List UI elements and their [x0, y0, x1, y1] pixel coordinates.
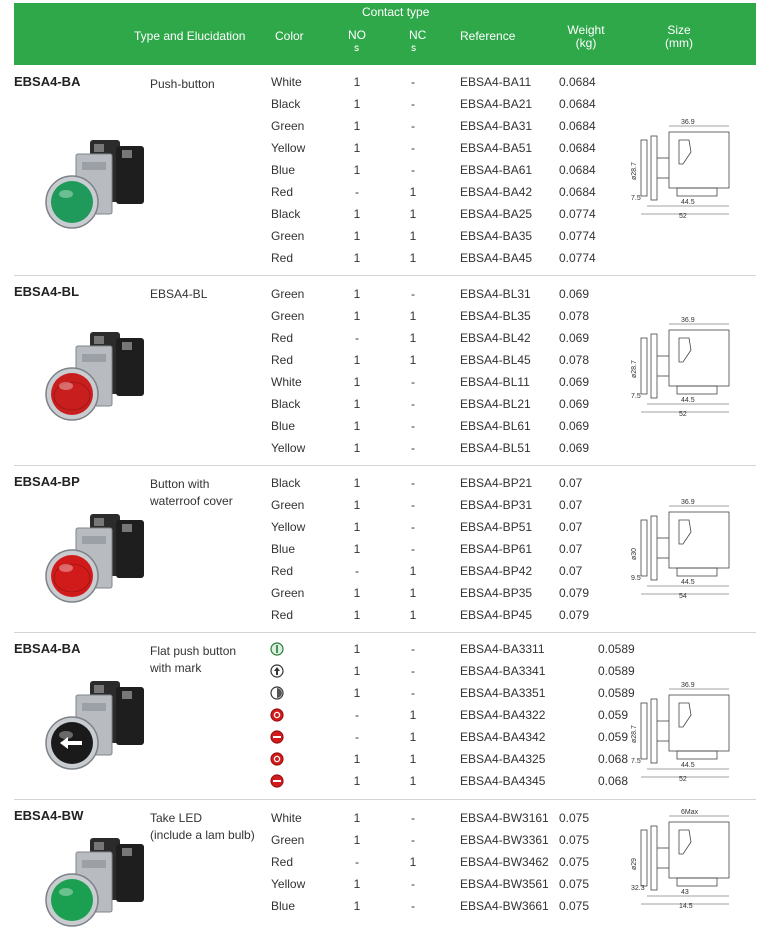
weight-cell: 0.075	[559, 833, 590, 847]
table-row	[14, 517, 756, 539]
reference-cell: EBSA4-BL11	[460, 375, 530, 389]
description-line: Button with	[150, 477, 210, 491]
table-row	[14, 808, 756, 830]
nc-cell: -	[411, 476, 415, 490]
table-row	[14, 473, 756, 495]
description-line: Flat push button	[150, 644, 237, 658]
reference-cell: EBSA4-BP31	[460, 498, 533, 512]
nc-cell: -	[411, 686, 415, 700]
svg-text:7.5: 7.5	[631, 393, 641, 400]
header-weight: Weight	[567, 23, 605, 37]
header-contact-type: Contact type	[362, 5, 430, 19]
color-cell: Red	[271, 608, 294, 622]
weight-cell: 0.069	[559, 331, 590, 345]
svg-text:14.5: 14.5	[679, 903, 693, 908]
color-cell: Yellow	[271, 441, 306, 455]
no-cell: 1	[353, 119, 361, 133]
table-row	[14, 138, 756, 160]
table-row	[14, 874, 756, 896]
reference-cell: EBSA4-BL45	[460, 353, 531, 367]
svg-text:44.5: 44.5	[681, 397, 695, 404]
svg-text:6Max: 6Max	[681, 809, 699, 816]
no-cell: 1	[353, 877, 361, 891]
svg-text:ø28.7: ø28.7	[631, 360, 638, 378]
color-cell: Black	[271, 97, 301, 111]
weight-cell: 0.0774	[559, 251, 596, 265]
section-divider	[14, 632, 756, 633]
no-cell: 1	[353, 686, 361, 700]
header-no: NO	[348, 28, 366, 42]
weight-cell: 0.068	[598, 752, 629, 766]
table-row	[14, 583, 756, 605]
weight-cell: 0.0684	[559, 185, 596, 199]
reference-cell: EBSA4-BP61	[460, 542, 533, 556]
table-row	[14, 72, 756, 94]
nc-cell: 1	[409, 229, 417, 243]
nc-cell: 1	[409, 331, 417, 345]
header-nc: NC	[409, 28, 427, 42]
no-cell: -	[355, 855, 359, 869]
product-code: EBSA4-BW	[14, 808, 84, 823]
weight-cell: 0.059	[598, 730, 629, 744]
nc-symbol-icon: ꜱ	[411, 43, 417, 54]
reference-cell: EBSA4-BP21	[460, 476, 533, 490]
svg-text:36.9: 36.9	[681, 317, 695, 324]
reference-cell: EBSA4-BA51	[460, 141, 533, 155]
no-cell: 1	[353, 353, 361, 367]
weight-cell: 0.07	[559, 520, 583, 534]
color-cell: Red	[271, 331, 294, 345]
nc-cell: 1	[409, 708, 417, 722]
weight-cell: 0.07	[559, 564, 583, 578]
color-cell: Blue	[271, 899, 296, 913]
section-divider	[14, 465, 756, 466]
header-size-unit: (mm)	[665, 36, 693, 50]
svg-text:54: 54	[679, 593, 687, 598]
nc-cell: -	[411, 163, 415, 177]
table-row	[14, 539, 756, 561]
reference-cell: EBSA4-BA21	[460, 97, 533, 111]
mark-red-stop-icon	[270, 774, 284, 788]
nc-cell: -	[411, 899, 415, 913]
svg-text:52: 52	[679, 776, 687, 781]
nc-cell: -	[411, 520, 415, 534]
svg-text:36.9: 36.9	[681, 682, 695, 689]
reference-cell: EBSA4-BP45	[460, 608, 533, 622]
svg-text:44.5: 44.5	[681, 199, 695, 206]
table-row	[14, 605, 756, 627]
reference-cell: EBSA4-BA11	[460, 75, 532, 89]
color-cell: Yellow	[271, 141, 306, 155]
svg-text:52: 52	[679, 213, 687, 218]
no-cell: 1	[353, 542, 361, 556]
no-cell: 1	[353, 833, 361, 847]
mark-red-o-icon	[270, 752, 284, 766]
svg-text:7.5: 7.5	[631, 195, 641, 202]
weight-cell: 0.069	[559, 397, 590, 411]
nc-cell: 1	[409, 774, 417, 788]
table-row	[14, 438, 756, 460]
table-row	[14, 661, 756, 683]
color-cell: Yellow	[271, 520, 306, 534]
reference-cell: EBSA4-BW3661	[460, 899, 549, 913]
nc-cell: -	[411, 441, 415, 455]
no-cell: 1	[353, 441, 361, 455]
reference-cell: EBSA4-BA3351	[460, 686, 546, 700]
color-cell: White	[271, 811, 302, 825]
svg-text:52: 52	[679, 411, 687, 416]
color-cell: Black	[271, 476, 301, 490]
color-cell: Blue	[271, 542, 296, 556]
nc-cell: -	[411, 542, 415, 556]
table-row	[14, 182, 756, 204]
reference-cell: EBSA4-BA25	[460, 207, 533, 221]
reference-cell: EBSA4-BL42	[460, 331, 531, 345]
color-cell: Red	[271, 855, 294, 869]
no-cell: 1	[353, 664, 361, 678]
color-cell: Yellow	[271, 877, 306, 891]
weight-cell: 0.075	[559, 811, 590, 825]
reference-cell: EBSA4-BA4325	[460, 752, 546, 766]
reference-cell: EBSA4-BP35	[460, 586, 533, 600]
no-cell: 1	[353, 287, 361, 301]
product-code: EBSA4-BP	[14, 474, 80, 489]
weight-cell: 0.0684	[559, 75, 596, 89]
reference-cell: EBSA4-BL35	[460, 309, 531, 323]
nc-cell: -	[411, 75, 415, 89]
table-row	[14, 328, 756, 350]
weight-cell: 0.075	[559, 855, 590, 869]
weight-cell: 0.069	[559, 441, 590, 455]
no-cell: 1	[353, 476, 361, 490]
svg-text:9.5: 9.5	[631, 575, 641, 582]
table-row	[14, 94, 756, 116]
color-cell: Black	[271, 397, 301, 411]
nc-cell: 1	[409, 309, 417, 323]
weight-cell: 0.0774	[559, 207, 596, 221]
nc-cell: 1	[409, 251, 417, 265]
reference-cell: EBSA4-BL61	[460, 419, 531, 433]
svg-text:ø28.7: ø28.7	[631, 162, 638, 180]
nc-cell: 1	[409, 564, 417, 578]
nc-cell: -	[411, 498, 415, 512]
table-row	[14, 852, 756, 874]
color-cell: White	[271, 75, 302, 89]
nc-cell: -	[411, 97, 415, 111]
color-cell: Red	[271, 185, 294, 199]
table-row	[14, 350, 756, 372]
nc-cell: 1	[409, 608, 417, 622]
weight-cell: 0.079	[559, 608, 590, 622]
section-divider	[14, 799, 756, 800]
no-cell: 1	[353, 419, 361, 433]
svg-text:ø28.7: ø28.7	[631, 725, 638, 743]
color-cell: Green	[271, 309, 305, 323]
color-cell: Red	[271, 353, 294, 367]
no-cell: -	[355, 564, 359, 578]
reference-cell: EBSA4-BW3161	[460, 811, 549, 825]
header-type: Type and Elucidation	[134, 29, 246, 43]
no-cell: 1	[353, 229, 361, 243]
product-code: EBSA4-BL	[14, 284, 80, 299]
svg-text:36.9: 36.9	[681, 119, 695, 126]
table-row	[14, 204, 756, 226]
nc-cell: -	[411, 141, 415, 155]
reference-cell: EBSA4-BA35	[460, 229, 533, 243]
reference-cell: EBSA4-BA4342	[460, 730, 546, 744]
svg-text:44.5: 44.5	[681, 762, 695, 769]
no-cell: -	[355, 331, 359, 345]
svg-text:ø29: ø29	[631, 857, 638, 870]
nc-cell: 1	[409, 752, 417, 766]
product-code: EBSA4-BA	[14, 74, 81, 89]
reference-cell: EBSA4-BL31	[460, 287, 531, 301]
reference-cell: EBSA4-BL51	[460, 441, 531, 455]
color-cell: Black	[271, 207, 301, 221]
no-cell: 1	[353, 498, 361, 512]
color-cell: Green	[271, 586, 305, 600]
color-cell: Red	[271, 564, 294, 578]
weight-cell: 0.0589	[598, 686, 635, 700]
no-cell: -	[355, 730, 359, 744]
table-row	[14, 896, 756, 918]
weight-cell: 0.075	[559, 899, 590, 913]
color-cell: Red	[271, 251, 294, 265]
table-row	[14, 830, 756, 852]
reference-cell: EBSA4-BP51	[460, 520, 533, 534]
nc-cell: 1	[409, 586, 417, 600]
svg-text:36.9: 36.9	[681, 499, 695, 506]
no-cell: 1	[353, 207, 361, 221]
weight-cell: 0.07	[559, 498, 583, 512]
header-weight-unit: (kg)	[575, 36, 597, 50]
reference-cell: EBSA4-BA45	[460, 251, 533, 265]
weight-cell: 0.079	[559, 586, 590, 600]
reference-cell: EBSA4-BW3561	[460, 877, 549, 891]
weight-cell: 0.075	[559, 877, 590, 891]
no-cell: 1	[353, 586, 361, 600]
mark-arrow-up-icon	[270, 664, 284, 678]
description-line: Take LED	[150, 811, 203, 825]
no-cell: 1	[353, 642, 361, 656]
table-row	[14, 727, 756, 749]
weight-cell: 0.0589	[598, 642, 635, 656]
table-row	[14, 284, 756, 306]
reference-cell: EBSA4-BA61	[460, 163, 533, 177]
table-row	[14, 394, 756, 416]
nc-cell: -	[411, 877, 415, 891]
description-line: waterroof cover	[150, 494, 233, 508]
description-line: with mark	[150, 661, 202, 675]
table-row	[14, 116, 756, 138]
no-cell: 1	[353, 251, 361, 265]
section-divider	[14, 275, 756, 276]
no-cell: 1	[353, 774, 361, 788]
nc-cell: -	[411, 419, 415, 433]
no-cell: 1	[353, 608, 361, 622]
reference-cell: EBSA4-BW3361	[460, 833, 549, 847]
table-row	[14, 749, 756, 771]
weight-cell: 0.069	[559, 287, 590, 301]
weight-cell: 0.0684	[559, 119, 596, 133]
weight-cell: 0.068	[598, 774, 629, 788]
color-cell: Green	[271, 119, 305, 133]
no-symbol-icon: ꜱ	[354, 43, 360, 54]
table-row	[14, 160, 756, 182]
table-row	[14, 705, 756, 727]
weight-cell: 0.078	[559, 309, 590, 323]
weight-cell: 0.059	[598, 708, 629, 722]
header-color: Color	[275, 29, 304, 43]
table-row	[14, 416, 756, 438]
color-cell: Green	[271, 833, 305, 847]
nc-cell: 1	[409, 353, 417, 367]
no-cell: 1	[353, 141, 361, 155]
table-row	[14, 248, 756, 270]
svg-text:7.5: 7.5	[631, 758, 641, 765]
svg-text:44.5: 44.5	[681, 579, 695, 586]
no-cell: 1	[353, 520, 361, 534]
nc-cell: -	[411, 397, 415, 411]
weight-cell: 0.0684	[559, 141, 596, 155]
reference-cell: EBSA4-BW3462	[460, 855, 549, 869]
color-cell: White	[271, 375, 302, 389]
no-cell: 1	[353, 397, 361, 411]
nc-cell: -	[411, 833, 415, 847]
mark-red-o-icon	[270, 708, 284, 722]
header-size: Size	[667, 23, 691, 37]
no-cell: 1	[353, 163, 361, 177]
table-row	[14, 372, 756, 394]
reference-cell: EBSA4-BA3341	[460, 664, 546, 678]
color-cell: Blue	[271, 419, 296, 433]
weight-cell: 0.078	[559, 353, 590, 367]
mark-red-stop-icon	[270, 730, 284, 744]
no-cell: 1	[353, 97, 361, 111]
nc-cell: -	[411, 642, 415, 656]
product-code: EBSA4-BA	[14, 641, 81, 656]
no-cell: 1	[353, 375, 361, 389]
table-header	[14, 3, 756, 65]
table-row	[14, 639, 756, 661]
table-row	[14, 683, 756, 705]
table-row	[14, 226, 756, 248]
color-cell: Green	[271, 498, 305, 512]
description-line: EBSA4-BL	[150, 287, 208, 301]
reference-cell: EBSA4-BA4322	[460, 708, 546, 722]
header-reference: Reference	[460, 29, 516, 43]
svg-text:32.3: 32.3	[631, 885, 645, 892]
reference-cell: EBSA4-BA42	[460, 185, 533, 199]
weight-cell: 0.07	[559, 476, 583, 490]
mark-half-circle-icon	[270, 686, 284, 700]
nc-cell: 1	[409, 730, 417, 744]
reference-cell: EBSA4-BP42	[460, 564, 533, 578]
table-row	[14, 306, 756, 328]
color-cell: Blue	[271, 163, 296, 177]
nc-cell: 1	[409, 207, 417, 221]
no-cell: 1	[353, 811, 361, 825]
nc-cell: -	[411, 375, 415, 389]
table-row	[14, 495, 756, 517]
nc-cell: -	[411, 664, 415, 678]
nc-cell: 1	[409, 855, 417, 869]
svg-text:43: 43	[681, 889, 689, 896]
reference-cell: EBSA4-BA4345	[460, 774, 546, 788]
nc-cell: -	[411, 119, 415, 133]
mark-green-i-icon	[270, 642, 284, 656]
reference-cell: EBSA4-BL21	[460, 397, 531, 411]
svg-text:ø30: ø30	[631, 547, 638, 560]
weight-cell: 0.069	[559, 419, 590, 433]
weight-cell: 0.0589	[598, 664, 635, 678]
table-row	[14, 561, 756, 583]
nc-cell: -	[411, 287, 415, 301]
weight-cell: 0.07	[559, 542, 583, 556]
weight-cell: 0.0774	[559, 229, 596, 243]
nc-cell: 1	[409, 185, 417, 199]
weight-cell: 0.069	[559, 375, 590, 389]
color-cell: Green	[271, 287, 305, 301]
nc-cell: -	[411, 811, 415, 825]
description-line: (include a lam bulb)	[150, 828, 255, 842]
no-cell: 1	[353, 75, 361, 89]
no-cell: -	[355, 185, 359, 199]
no-cell: 1	[353, 899, 361, 913]
table-row	[14, 771, 756, 793]
no-cell: -	[355, 708, 359, 722]
reference-cell: EBSA4-BA3311	[460, 642, 545, 656]
weight-cell: 0.0684	[559, 97, 596, 111]
no-cell: 1	[353, 752, 361, 766]
reference-cell: EBSA4-BA31	[460, 119, 533, 133]
color-cell: Green	[271, 229, 305, 243]
no-cell: 1	[353, 309, 361, 323]
weight-cell: 0.0684	[559, 163, 596, 177]
description-line: Push-button	[150, 77, 215, 91]
